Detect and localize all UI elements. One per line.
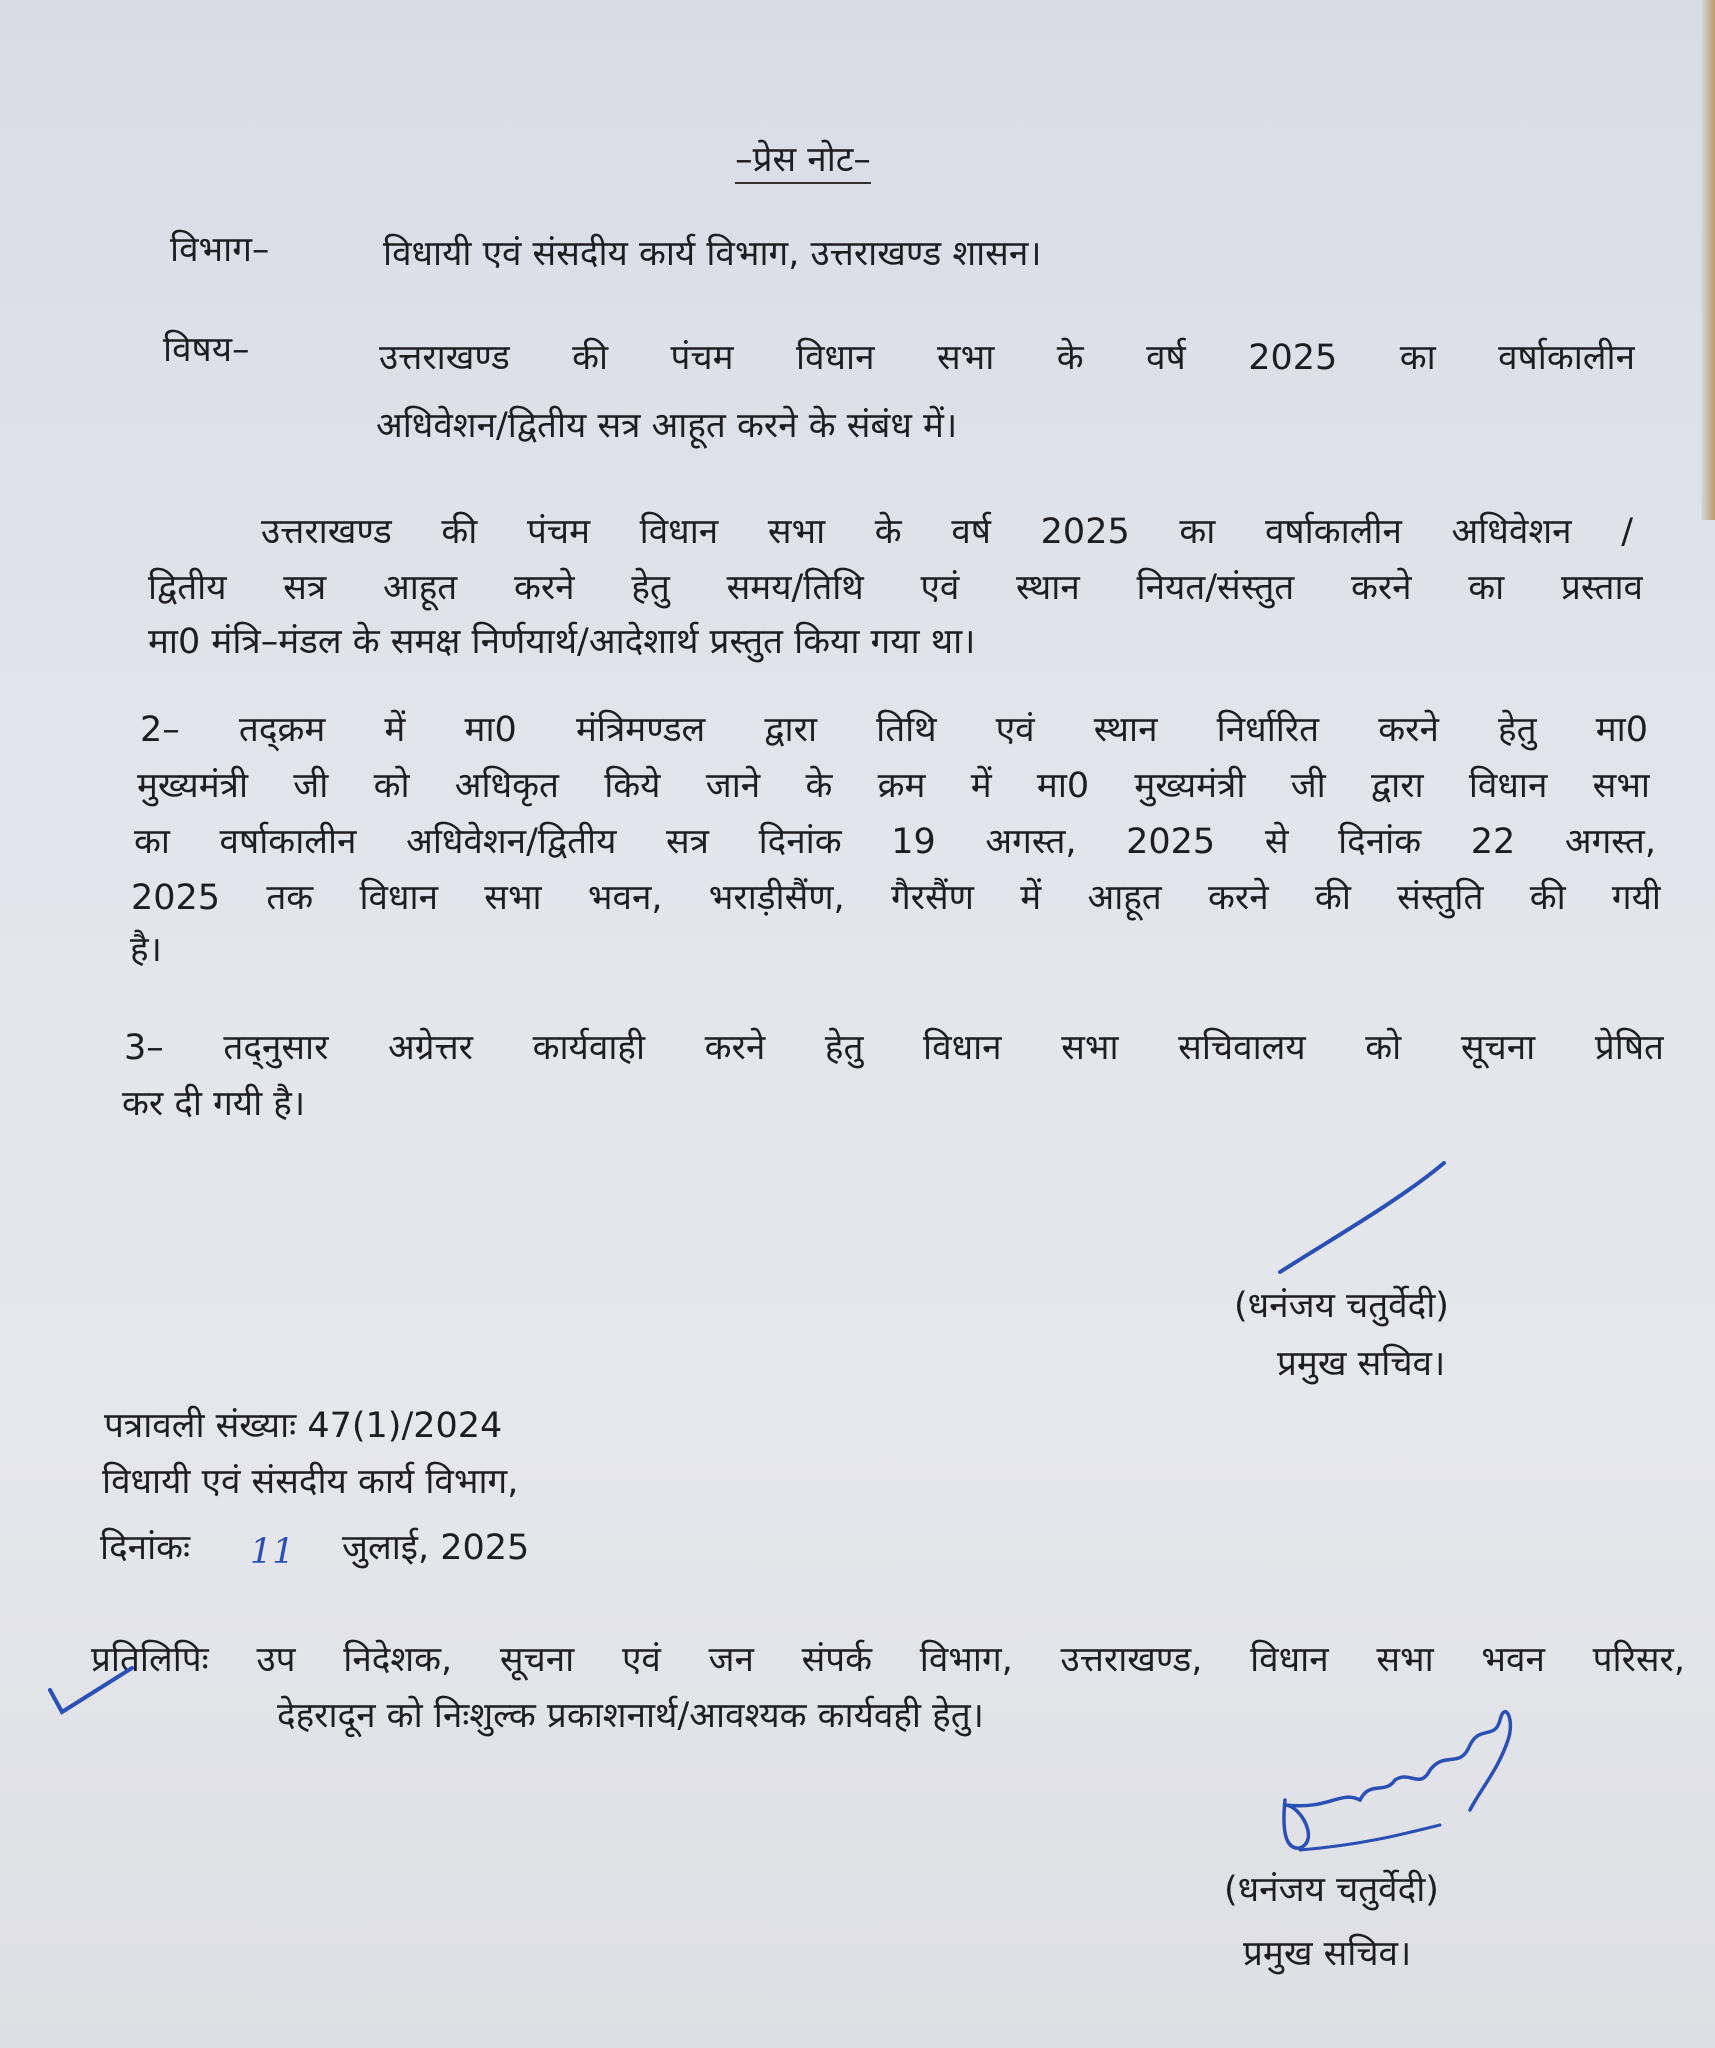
signature-scribble [1284, 1712, 1510, 1848]
department-value: विधायी एवं संसदीय कार्य विभाग, उत्तराखण्ड शासन। [383, 234, 1042, 274]
para2-line: 2025 तक विधान सभा भवन, भराड़ीसैंण, गैरसैंण में आहूत करने की संस्तुति की गयी [131, 878, 1661, 918]
subject-label: विषय– [163, 330, 250, 370]
file-department: विधायी एवं संसदीय कार्य विभाग, [102, 1462, 519, 1502]
handwritten-date-day: 11 [250, 1532, 295, 1572]
copy-line: प्रतिलिपिः उप निदेशक, सूचना एवं जन संपर्क विभाग, उत्तराखण्ड, विधान सभा भवन परिसर, [91, 1640, 1685, 1680]
para1-line: उत्तराखण्ड की पंचम विधान सभा के वर्ष 2025 का वर्षाकालीन अधिवेशन / [261, 512, 1633, 552]
copy-line: देहरादून को निःशुल्क प्रकाशनार्थ/आवश्यक कार्यवही हेतु। [277, 1696, 984, 1736]
press-note-title: –प्रेस नोट– [0, 138, 1606, 182]
signature-underline [1300, 1825, 1440, 1850]
para1-line: द्वितीय सत्र आहूत करने हेतु समय/तिथि एवं स्थान नियत/संस्तुत करने का प्रस्ताव [148, 568, 1643, 608]
para2-line: का वर्षाकालीन अधिवेशन/द्वितीय सत्र दिनांक 19 अगस्त, 2025 से दिनांक 22 अगस्त, [134, 822, 1656, 862]
para2-line: मुख्यमंत्री जी को अधिकृत किये जाने के क्रम में मा0 मुख्यमंत्री जी द्वारा विधान सभा [137, 766, 1650, 806]
para3-line: कर दी गयी है। [122, 1084, 306, 1124]
initial-signature-stroke [1280, 1163, 1444, 1272]
signatory1-designation: प्रमुख सचिव। [1277, 1344, 1446, 1384]
para1-line: मा0 मंत्रि–मंडल के समक्ष निर्णयार्थ/आदेशार्थ प्रस्तुत किया गया था। [148, 622, 976, 662]
para3-line: 3– तद्नुसार अग्रेत्तर कार्यवाही करने हेतु विधान सभा सचिवालय को सूचना प्रेषित [124, 1028, 1664, 1068]
subject-line: उत्तराखण्ड की पंचम विधान सभा के वर्ष 2025 का वर्षाकालीन [379, 338, 1635, 378]
file-number: पत्रावली संख्याः 47(1)/2024 [104, 1406, 503, 1446]
file-date-month-year: जुलाई, 2025 [342, 1528, 530, 1568]
para2-line: है। [130, 930, 162, 970]
signatory1-name: (धनंजय चतुर्वेदी) [1234, 1286, 1449, 1326]
signatory2-name: (धनंजय चतुर्वेदी) [1224, 1870, 1439, 1910]
file-date-label: दिनांकः [100, 1528, 191, 1568]
subject-line: अधिवेशन/द्वितीय सत्र आहूत करने के संबंध में। [376, 406, 958, 446]
signatory2-designation: प्रमुख सचिव। [1243, 1934, 1412, 1974]
department-label: विभाग– [170, 230, 270, 270]
check-mark-icon [50, 1668, 132, 1712]
para2-line: 2– तद्क्रम में मा0 मंत्रिमण्डल द्वारा तिथि एवं स्थान निर्धारित करने हेतु मा0 [140, 710, 1648, 750]
